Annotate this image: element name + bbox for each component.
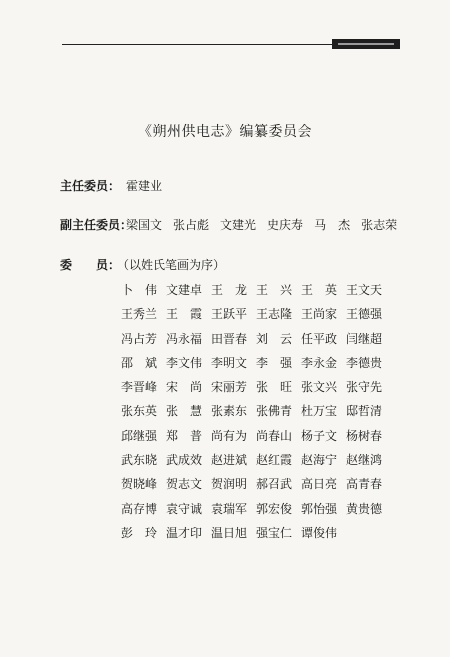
vice-chair-name: 马 杰 bbox=[314, 218, 351, 232]
member-name: 谭俊伟 bbox=[301, 525, 338, 540]
member-name: 张素东 bbox=[211, 404, 248, 419]
page-title: 《朔州供电志》编纂委员会 bbox=[138, 124, 312, 140]
member-name: 闫继超 bbox=[346, 331, 383, 346]
member-name: 张东英 bbox=[121, 404, 158, 419]
member-name: 宋丽芳 bbox=[211, 380, 248, 395]
member-name: 王尚家 bbox=[301, 307, 338, 322]
member-name: 张佛青 bbox=[256, 404, 293, 419]
member-name: 王跃平 bbox=[211, 307, 248, 322]
member-name: 温才印 bbox=[166, 525, 203, 540]
member-name: 尚有为 bbox=[211, 428, 248, 443]
member-name: 郝召武 bbox=[256, 477, 293, 492]
member-name: 强宝仁 bbox=[256, 525, 293, 540]
member-name: 王秀兰 bbox=[121, 307, 158, 322]
member-name: 高青春 bbox=[346, 477, 383, 492]
chair-label: 主任委员： bbox=[60, 179, 121, 193]
member-name: 杨子文 bbox=[301, 428, 338, 443]
member-name: 王 兴 bbox=[256, 283, 293, 297]
member-name: 张文兴 bbox=[301, 380, 338, 395]
member-name: 田晋春 bbox=[211, 331, 248, 346]
member-name: 邵 斌 bbox=[121, 355, 158, 370]
member-name: 黄贵德 bbox=[346, 501, 383, 516]
chair-names bbox=[126, 177, 162, 194]
member-name: 王志隆 bbox=[256, 307, 293, 322]
member-name: 赵海宁 bbox=[301, 453, 338, 468]
member-name: 杜万宝 bbox=[301, 404, 338, 419]
member-name: 赵继鸿 bbox=[346, 453, 383, 468]
member-name: 刘 云 bbox=[256, 331, 293, 346]
vice-chair-name: 张志荣 bbox=[361, 218, 398, 232]
member-name: 李永金 bbox=[301, 355, 338, 370]
member-name: 冯永福 bbox=[166, 331, 203, 346]
member-name: 赵红霞 bbox=[256, 453, 293, 468]
member-name: 李德贵 bbox=[346, 355, 383, 370]
header-ornament bbox=[332, 39, 400, 49]
member-name: 袁守诚 bbox=[166, 501, 203, 516]
member-name: 邸哲清 bbox=[346, 404, 383, 419]
chair-name: 霍建业 bbox=[126, 179, 163, 193]
member-name: 高日亮 bbox=[301, 477, 338, 492]
member-name: 贺志文 bbox=[166, 477, 203, 492]
member-name: 贺晓峰 bbox=[121, 477, 158, 492]
vice-chair-label: 副主任委员： bbox=[60, 218, 133, 232]
members-note: （以姓氏笔画为序） bbox=[117, 258, 226, 272]
member-name: 袁瑞军 bbox=[211, 501, 248, 516]
member-name: 王 英 bbox=[301, 283, 338, 297]
member-name: 杨树春 bbox=[346, 428, 383, 443]
member-name: 张 旺 bbox=[256, 380, 293, 395]
member-name: 赵进斌 bbox=[211, 453, 248, 468]
member-name: 郭宏俊 bbox=[256, 501, 293, 516]
member-name: 高存博 bbox=[121, 501, 158, 516]
member-name: 卜 伟 bbox=[121, 283, 158, 297]
member-name: 贺润明 bbox=[211, 477, 248, 492]
member-name: 王德强 bbox=[346, 307, 383, 322]
member-name: 王 龙 bbox=[211, 283, 248, 297]
member-name: 张 慧 bbox=[166, 404, 203, 419]
member-name: 武成效 bbox=[166, 453, 203, 468]
member-name: 王文天 bbox=[346, 283, 383, 297]
member-name: 邱继强 bbox=[121, 428, 158, 443]
members-grid bbox=[121, 281, 391, 548]
member-name: 文建卓 bbox=[166, 283, 203, 297]
members-label: 委 员： bbox=[60, 258, 121, 272]
member-name: 李文伟 bbox=[166, 355, 203, 370]
member-name: 温日旭 bbox=[211, 525, 248, 540]
member-name: 宋 尚 bbox=[166, 380, 203, 395]
member-name: 郭怡强 bbox=[301, 501, 338, 516]
member-name: 李晋峰 bbox=[121, 380, 158, 395]
member-name: 彭 玲 bbox=[121, 525, 158, 540]
vice-chair-name: 梁国文 bbox=[126, 218, 163, 232]
vice-chair-names bbox=[126, 216, 408, 233]
member-name: 冯占芳 bbox=[121, 331, 158, 346]
vice-chair-name: 史庆寿 bbox=[267, 218, 304, 232]
member-name: 郑 普 bbox=[166, 428, 203, 443]
vice-chair-name: 文建光 bbox=[220, 218, 257, 232]
vice-chair-name: 张占彪 bbox=[173, 218, 210, 232]
member-name: 王 霞 bbox=[166, 307, 203, 322]
member-name: 张守先 bbox=[346, 380, 383, 395]
member-name: 李明文 bbox=[211, 355, 248, 370]
member-name: 李 强 bbox=[256, 355, 293, 370]
member-name: 尚春山 bbox=[256, 428, 293, 443]
member-name: 任平政 bbox=[301, 331, 338, 346]
member-name: 武东晓 bbox=[121, 453, 158, 468]
